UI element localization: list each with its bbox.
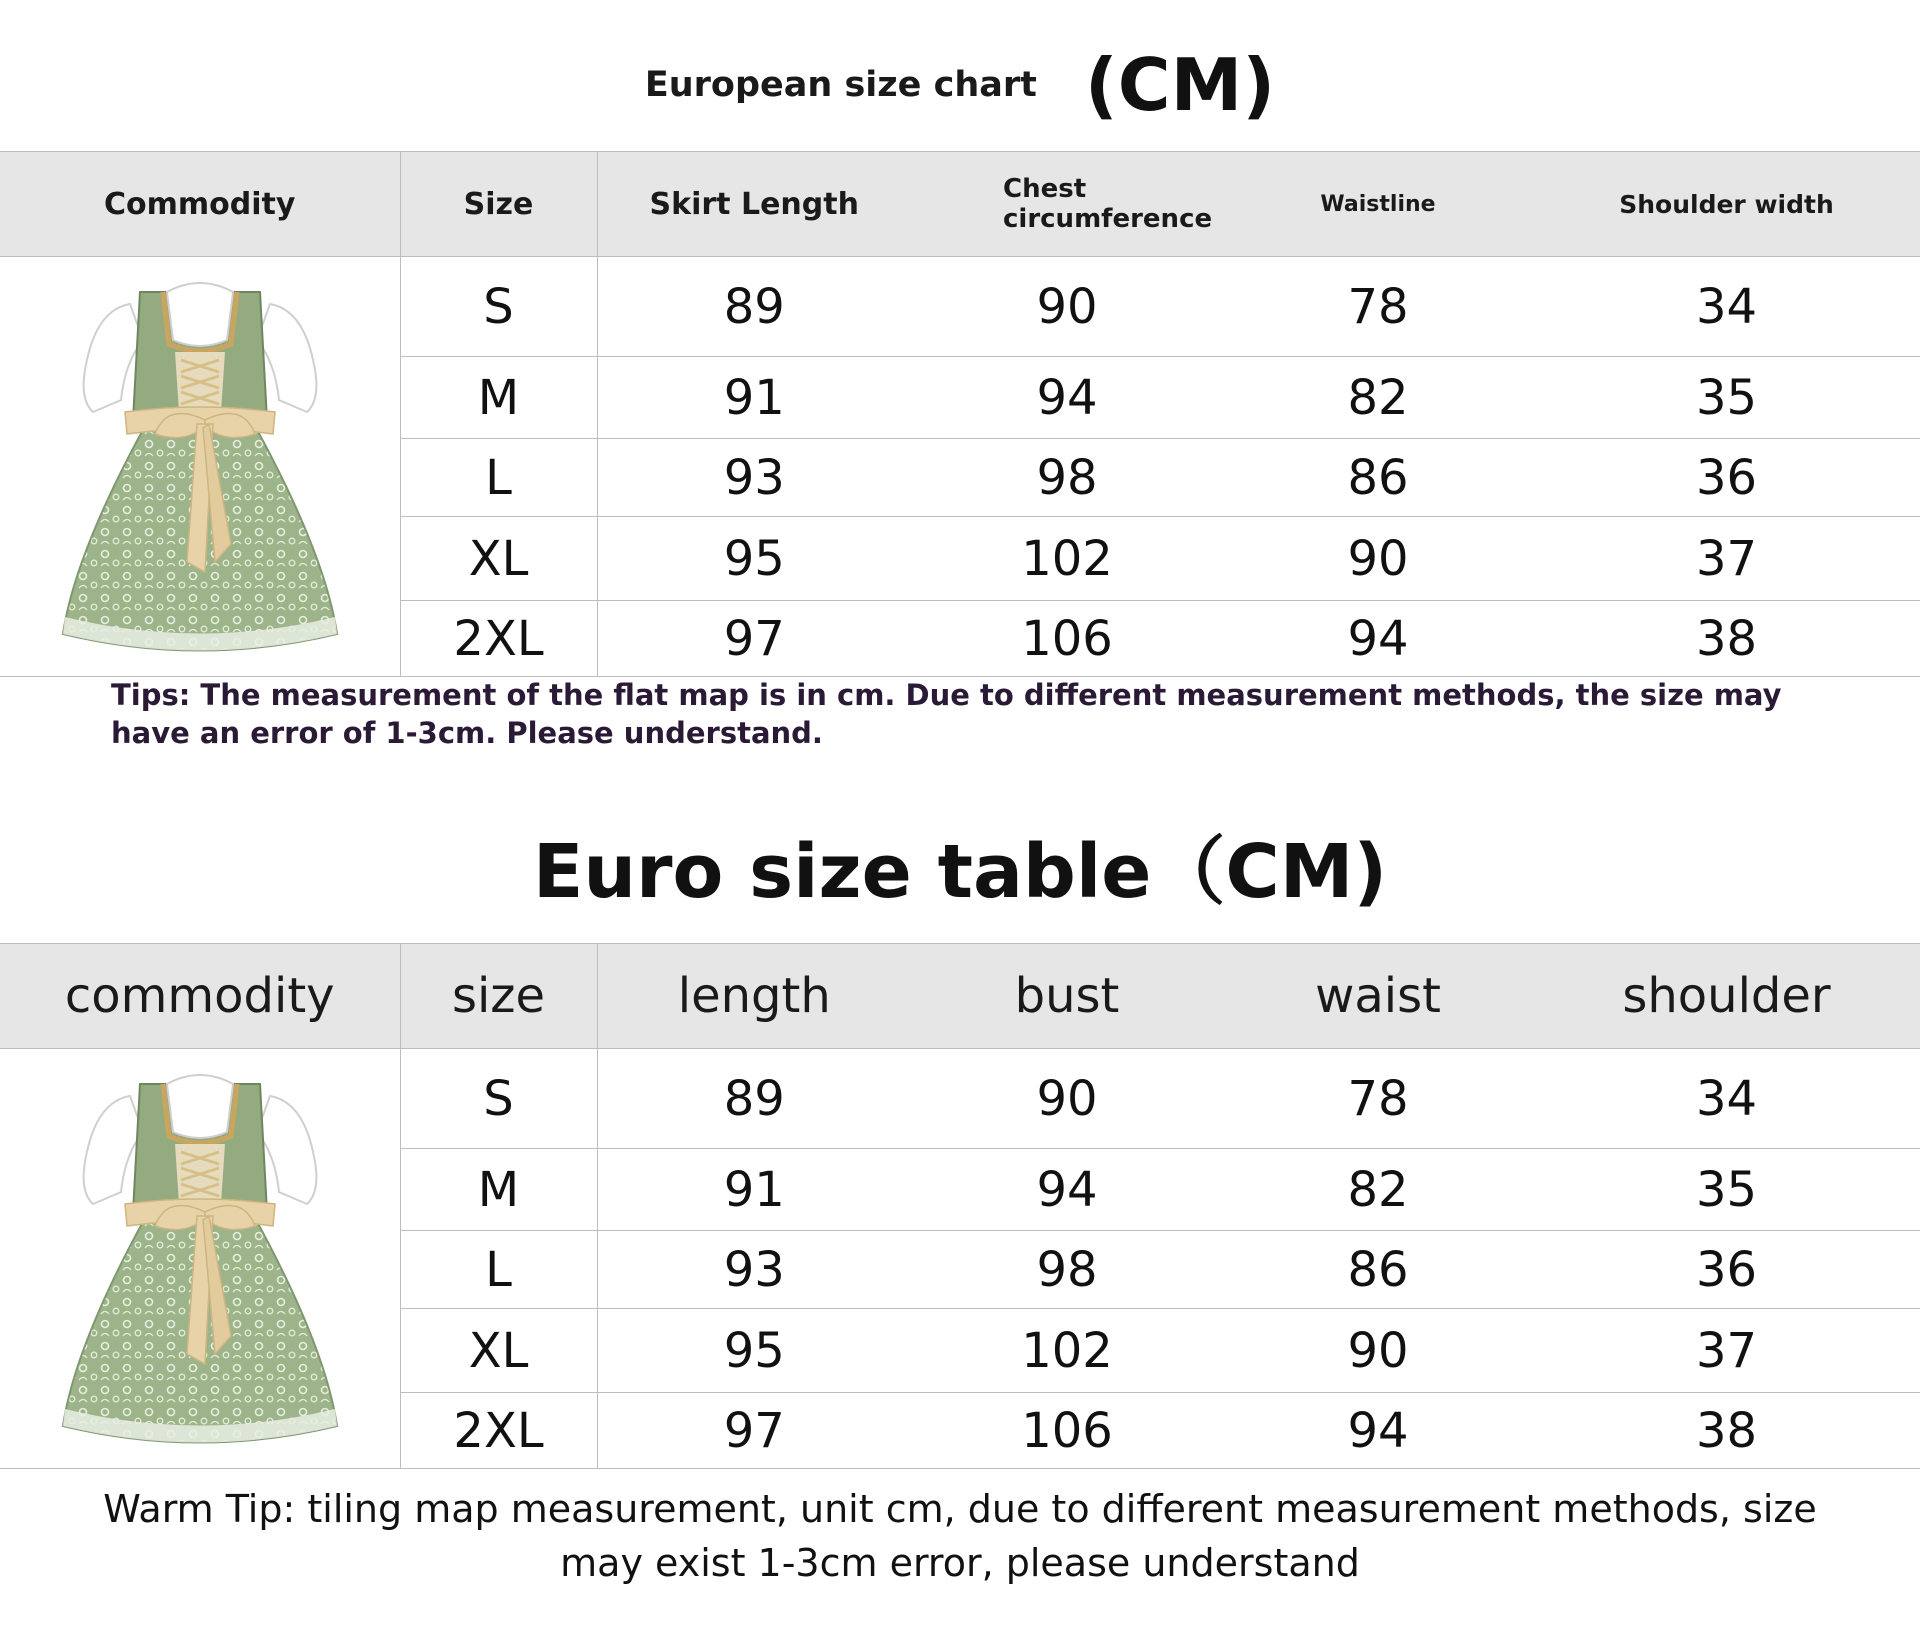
cell-length: 91 [597, 357, 911, 439]
cell-bust: 94 [911, 1149, 1223, 1231]
size-table-2 [0, 943, 1920, 1469]
cell-shoulder: 34 [1533, 1049, 1920, 1149]
header-shoulder: shoulder [1533, 944, 1920, 1049]
chart1-title-unit: (CM) [1084, 43, 1276, 127]
cell-size: XL [400, 517, 597, 601]
header-bust-line2: circumference [1003, 204, 1213, 234]
cell-waist: 86 [1223, 439, 1533, 517]
product-image-cell [0, 1049, 400, 1469]
cell-shoulder: 38 [1533, 1393, 1920, 1469]
table2-header-row [0, 944, 1920, 1049]
cell-shoulder: 37 [1533, 1309, 1920, 1393]
cell-length: 95 [597, 1309, 911, 1393]
chart2-title: Euro size table（CM) [532, 829, 1388, 915]
cell-waist: 90 [1223, 517, 1533, 601]
cell-size: M [400, 357, 597, 439]
cell-size: XL [400, 1309, 597, 1393]
cell-bust: 102 [911, 517, 1223, 601]
cell-length: 97 [597, 1393, 911, 1469]
header-shoulder: Shoulder width [1533, 152, 1920, 257]
cell-waist: 78 [1223, 1049, 1533, 1149]
cell-shoulder: 34 [1533, 257, 1920, 357]
cell-length: 95 [597, 517, 911, 601]
header-commodity: commodity [0, 944, 400, 1049]
cell-size: 2XL [400, 601, 597, 677]
cell-length: 97 [597, 601, 911, 677]
table-row [0, 257, 1920, 357]
cell-shoulder: 36 [1533, 1231, 1920, 1309]
table1-header-row [0, 152, 1920, 257]
cell-length: 89 [597, 1049, 911, 1149]
header-waist: waist [1223, 944, 1533, 1049]
size-table-1 [0, 151, 1920, 677]
cell-waist: 94 [1223, 1393, 1533, 1469]
cell-waist: 82 [1223, 357, 1533, 439]
header-commodity: Commodity [0, 152, 400, 257]
header-length: length [597, 944, 911, 1049]
cell-waist: 86 [1223, 1231, 1533, 1309]
cell-size: 2XL [400, 1393, 597, 1469]
cell-waist: 94 [1223, 601, 1533, 677]
cell-size: S [400, 257, 597, 357]
chart2-tips: Warm Tip: tiling map measurement, unit cm, due to different measurement methods, size may exist 1-3cm error, please understand [103, 1487, 1817, 1585]
cell-bust: 90 [911, 257, 1223, 357]
cell-waist: 78 [1223, 257, 1533, 357]
table-row [0, 1049, 1920, 1149]
cell-shoulder: 38 [1533, 601, 1920, 677]
cell-size: L [400, 1231, 597, 1309]
cell-bust: 98 [911, 1231, 1223, 1309]
cell-size: M [400, 1149, 597, 1231]
cell-waist: 90 [1223, 1309, 1533, 1393]
cell-bust: 94 [911, 357, 1223, 439]
cell-length: 91 [597, 1149, 911, 1231]
chart1-tips: Tips: The measurement of the flat map is in cm. Due to different measurement methods, the size may have an error of 1-3cm. Please understand. [111, 678, 1782, 750]
product-image-cell [0, 257, 400, 677]
cell-length: 93 [597, 439, 911, 517]
header-length: Skirt Length [597, 152, 911, 257]
header-bust: bust [911, 944, 1223, 1049]
cell-length: 93 [597, 1231, 911, 1309]
cell-bust: 106 [911, 601, 1223, 677]
cell-shoulder: 35 [1533, 1149, 1920, 1231]
cell-shoulder: 35 [1533, 357, 1920, 439]
chart1-title-text: European size chart [644, 65, 1037, 105]
dirndl-dress-icon [55, 262, 345, 672]
cell-waist: 82 [1223, 1149, 1533, 1231]
header-size: Size [400, 152, 597, 257]
cell-length: 89 [597, 257, 911, 357]
cell-shoulder: 36 [1533, 439, 1920, 517]
cell-bust: 90 [911, 1049, 1223, 1149]
cell-size: L [400, 439, 597, 517]
cell-bust: 98 [911, 439, 1223, 517]
cell-bust: 106 [911, 1393, 1223, 1469]
cell-size: S [400, 1049, 597, 1149]
header-bust-line1: Chest [1003, 174, 1087, 204]
header-bust [911, 152, 1223, 257]
cell-bust: 102 [911, 1309, 1223, 1393]
header-size: size [400, 944, 597, 1049]
chart1-title [0, 40, 1920, 130]
header-waist: Waistline [1223, 152, 1533, 257]
cell-shoulder: 37 [1533, 517, 1920, 601]
dirndl-dress-icon [55, 1054, 345, 1464]
